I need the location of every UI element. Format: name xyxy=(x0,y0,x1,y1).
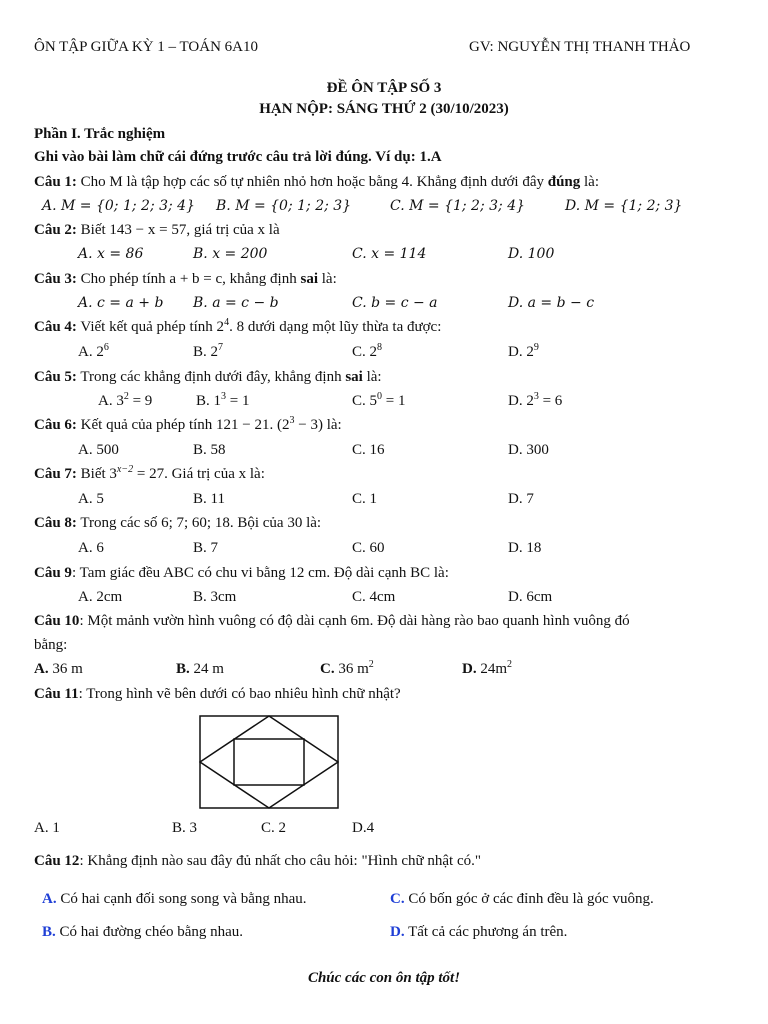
option: A. 5 xyxy=(78,491,104,507)
option: B. x = 200 xyxy=(193,246,268,262)
question-9: Câu 9: Tam giác đều ABC có chu vi bằng 12 cm. Độ dài cạnh BC là: xyxy=(34,565,449,581)
instruction: Ghi vào bài làm chữ cái đứng trước câu trả lời đúng. Ví dụ: 1.A xyxy=(34,149,442,165)
option: C. 16 xyxy=(352,442,385,458)
question-7: Câu 7: Biết $3^{x-2} = 27$. Giá trị của x là: xyxy=(34,464,265,482)
option: C. 36 $m^2$ xyxy=(320,659,374,677)
option: D.4 xyxy=(352,820,375,836)
option: B. 7 xyxy=(193,540,219,556)
deadline: HẠN NỘP: SÁNG THỨ 2 (30/10/2023) xyxy=(259,101,509,117)
option: B. $1^3 = 1$ xyxy=(196,391,250,409)
option: D. Tất cả các phương án trên. xyxy=(390,924,568,940)
option: A. x = 86 xyxy=(78,246,144,262)
question-12: Câu 12: Khẳng định nào sau đây đủ nhất cho câu hỏi: "Hình chữ nhật có." xyxy=(34,853,481,869)
option: B. 3 xyxy=(172,820,198,836)
part-heading: Phần I. Trắc nghiệm xyxy=(34,126,166,142)
option: D. 7 xyxy=(508,491,534,507)
question-6: Câu 6: Kết quả của phép tính 121 − 21. $(2^3 - 3)$ là: xyxy=(34,415,342,433)
option: C. Có bốn góc ở các đỉnh đều là góc vuông. xyxy=(390,891,654,907)
option: A. 1 xyxy=(34,820,60,836)
option: A. 500 xyxy=(78,442,119,458)
option: D. $2^9$ xyxy=(508,342,539,360)
option: D. 6cm xyxy=(508,589,553,605)
option: A. 6 xyxy=(78,540,104,556)
question-label: Câu 1: xyxy=(34,174,77,190)
header-right: GV: NGUYỄN THỊ THANH THẢO xyxy=(469,39,691,55)
option: C. x = 114 xyxy=(352,246,427,262)
option: B. 24 m xyxy=(176,661,224,677)
option: B. 11 xyxy=(193,491,225,507)
rectangles-figure xyxy=(199,715,339,811)
option: B. 58 xyxy=(193,442,226,458)
option: C. $5^0 = 1$ xyxy=(352,391,406,409)
option: A. c = a + b xyxy=(78,295,164,311)
option: C. 4cm xyxy=(352,589,396,605)
question-1: Câu 1: Cho M là tập hợp các số tự nhiên nhỏ hơn hoặc bằng 4. Khẳng định dưới đây đúng là: xyxy=(34,174,600,190)
option: B. 3cm xyxy=(193,589,237,605)
option: C. 2 xyxy=(261,820,287,836)
option: C. $2^8$ xyxy=(352,342,383,360)
closing-message: Chúc các con ôn tập tốt! xyxy=(307,970,461,986)
option: A. $3^2 = 9$ xyxy=(98,391,153,409)
question-10: Câu 10: Một mảnh vườn hình vuông có độ dài cạnh 6m. Độ dài hàng rào bao quanh hình vuông đó xyxy=(34,613,630,629)
option: C. M = {1; 2; 3; 4} xyxy=(390,198,526,214)
question-11: Câu 11: Trong hình vẽ bên dưới có bao nhiêu hình chữ nhật? xyxy=(34,686,401,702)
option: D. $2^3 = 6$ xyxy=(508,391,563,409)
question-8: Câu 8: Trong các số 6; 7; 60; 18. Bội của 30 là: xyxy=(34,515,322,531)
inner-rectangle xyxy=(234,739,304,785)
option: A. 36 m xyxy=(34,661,83,677)
option: D. 100 xyxy=(508,246,555,262)
question-2: Câu 2: Biết 143 − x = 57, giá trị của x là xyxy=(34,222,280,238)
question-3: Câu 3: Cho phép tính a + b = c, khẳng định sai là: xyxy=(34,271,337,287)
option: C. b = c − a xyxy=(352,295,438,311)
option: A. 2cm xyxy=(78,589,123,605)
option: C. 1 xyxy=(352,491,378,507)
option: A. $2^6$ xyxy=(78,342,109,360)
outer-rectangle xyxy=(200,716,338,808)
question-5: Câu 5: Trong các khẳng định dưới đây, khẳng định sai là: xyxy=(34,369,382,385)
inner-rhombus xyxy=(200,716,338,808)
option: D. 300 xyxy=(508,442,549,458)
option: B. a = c − b xyxy=(193,295,279,311)
header-left: ÔN TẬP GIỮA KỲ 1 – TOÁN 6A10 xyxy=(34,39,259,55)
option: B. M = {0; 1; 2; 3} xyxy=(216,198,352,214)
option: A. M = {0; 1; 2; 3; 4} xyxy=(42,198,195,214)
option: D. M = {1; 2; 3} xyxy=(565,198,683,214)
option: D. $24m^2$ xyxy=(462,659,513,677)
option: B. $2^7$ xyxy=(193,342,224,360)
option: D. a = b − c xyxy=(508,295,595,311)
option: B. Có hai đường chéo bằng nhau. xyxy=(42,924,244,940)
option: D. 18 xyxy=(508,540,542,556)
exam-title: ĐỀ ÔN TẬP SỐ 3 xyxy=(326,80,442,96)
question-4: Câu 4: Viết kết quả phép tính $2^4$. 8 dưới dạng một lũy thừa ta được: xyxy=(34,317,442,335)
question-10-cont: bằng: xyxy=(34,637,68,653)
option: C. 60 xyxy=(352,540,385,556)
option: A. Có hai cạnh đối song song và bằng nhau. xyxy=(42,891,307,907)
